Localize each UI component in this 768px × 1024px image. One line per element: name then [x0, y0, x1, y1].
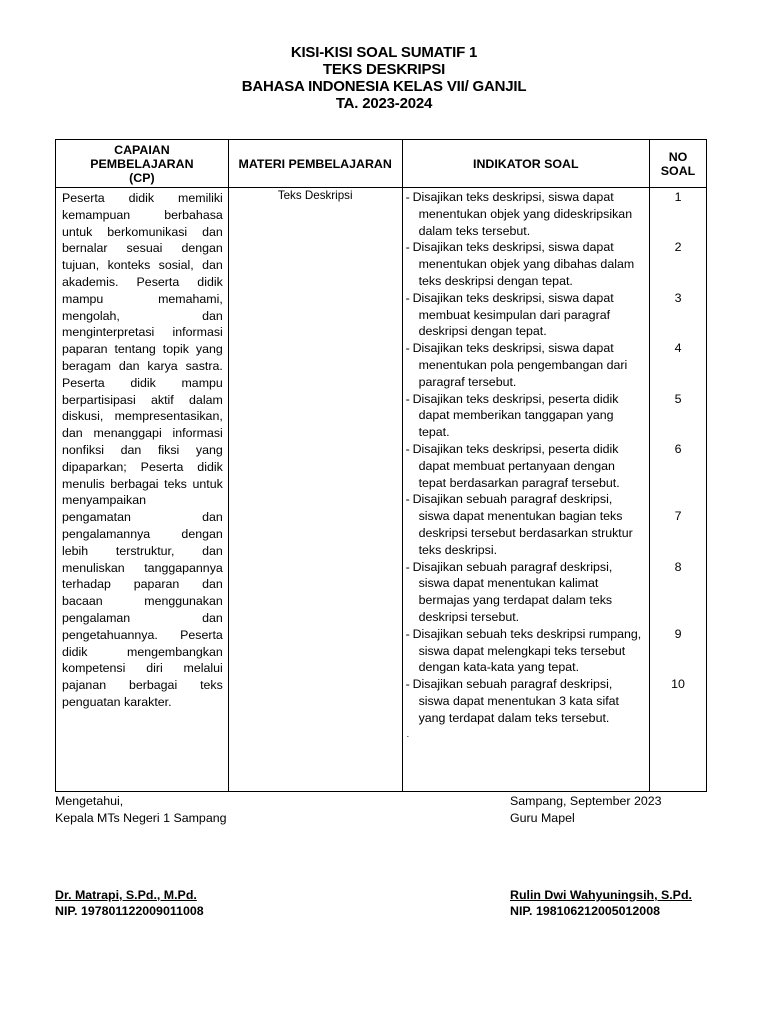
signature-left-line1: Mengetahui, — [55, 794, 124, 808]
cp-line: dan menanggapi informasi — [62, 426, 223, 441]
bullet-dash: - — [405, 559, 410, 574]
indikator-line: menentukan pola pengembangan dari — [418, 357, 628, 372]
cp-line: penguatan karakter. — [62, 694, 172, 709]
indikator-line: deskripsi dengan tepat. — [418, 324, 547, 339]
signature-right-name: Rulin Dwi Wahyuningsih, S.Pd. — [510, 887, 692, 902]
soal-number: 6 — [674, 441, 682, 456]
soal-number: 3 — [674, 290, 682, 305]
cp-line: berpartisipasi aktif dalam — [62, 392, 223, 407]
cp-line: untuk berkomunikasi dan — [62, 224, 223, 239]
indikator-item — [406, 239, 647, 289]
bullet-dash: - — [405, 190, 410, 204]
cp-line: pengetahuannya. Peserta — [62, 627, 223, 642]
bullet-dash: - — [405, 391, 410, 406]
indikator-line: teks deskripsi. — [418, 542, 498, 557]
indikator-line: Disajikan teks deskripsi, siswa dapat — [412, 240, 614, 255]
signature-right-line1: Sampang, September 2023 — [510, 794, 662, 808]
indikator-line: Disajikan sebuah paragraf deskripsi, — [412, 492, 613, 507]
indikator-item — [406, 559, 647, 626]
cp-line: terhadap paparan dan — [62, 577, 223, 592]
cp-line: menulis berbagai teks untuk — [62, 476, 223, 491]
cp-cell — [56, 188, 229, 792]
signature-right-line2: Guru Mapel — [510, 810, 575, 825]
trailing-dot: . — [406, 728, 410, 739]
indikator-line: dengan kata-kata yang tepat. — [418, 660, 580, 675]
cp-line: dipaparkan; Peserta didik — [62, 459, 223, 474]
cp-line: diskusi, mempresentasikan, — [62, 409, 223, 424]
cp-line: tujuan, konteks sosial, dan — [62, 258, 223, 273]
indikator-line: bermajas yang terdapat dalam teks — [418, 593, 613, 608]
soal-number: 7 — [674, 509, 682, 524]
cp-line: mampu memahami, — [62, 291, 223, 306]
soal-number: 1 — [674, 190, 682, 204]
cp-line: pengalaman dan — [62, 610, 223, 625]
indikator-line: teks deskripsi dengan tepat. — [418, 273, 573, 288]
bullet-dash: - — [405, 492, 410, 507]
cp-line: pajanan berbagai teks — [62, 678, 223, 693]
cp-line: akademis. Peserta didik — [62, 274, 223, 289]
cp-line: kompetensi diri melalui — [62, 661, 223, 676]
cp-line: menyampaikan — [62, 493, 147, 508]
indikator-line: deskripsi tersebut berdasarkan struktur — [418, 525, 633, 540]
signature-left-name: Dr. Matrapi, S.Pd., M.Pd. — [55, 887, 197, 902]
indikator-item — [406, 676, 647, 726]
title-line-2: TEKS DESKRIPSI — [322, 61, 446, 78]
kisi-kisi-table — [55, 139, 707, 792]
bullet-dash: - — [405, 441, 410, 456]
indikator-cell — [402, 188, 649, 792]
indikator-item — [406, 290, 647, 340]
title-line-4: TA. 2023-2024 — [335, 95, 433, 112]
title-line-3: BAHASA INDONESIA KELAS VII/ GANJIL — [241, 78, 527, 95]
indikator-line: Disajikan teks deskripsi, peserta didik — [412, 391, 619, 406]
signature-left-nip: NIP. 197801122009011008 — [55, 904, 204, 919]
cp-line: Peserta didik mampu — [62, 375, 223, 390]
soal-number: 8 — [674, 559, 682, 574]
cp-line: pengalamannya dengan — [62, 526, 223, 541]
materi-cell: Teks Deskripsi — [228, 188, 402, 792]
soal-number: 2 — [674, 240, 682, 255]
cp-line: menginterpretasi informasi — [62, 325, 223, 340]
indikator-line: menentukan objek yang dibahas dalam — [418, 257, 635, 272]
cp-line: paparan tentang topik yang — [62, 342, 223, 357]
indikator-line: menentukan objek yang dideskripsikan — [418, 206, 633, 221]
indikator-line: membuat kesimpulan dari paragraf — [418, 307, 611, 322]
cp-line: kemampuan berbahasa — [62, 207, 223, 222]
bullet-dash: - — [405, 341, 410, 356]
no-soal-cell — [650, 188, 707, 792]
indikator-line: Disajikan teks deskripsi, siswa dapat — [412, 290, 614, 305]
indikator-line: dapat memberikan tanggapan yang — [418, 408, 614, 423]
cp-line: lebih terstruktur, dan — [62, 543, 223, 558]
indikator-line: Disajikan sebuah paragraf deskripsi, — [412, 677, 613, 692]
indikator-line: Disajikan teks deskripsi, siswa dapat — [412, 190, 614, 204]
cp-line: menuliskan tanggapannya — [62, 560, 223, 575]
signature-right-nip: NIP. 198106212005012008 — [510, 904, 660, 919]
cp-line: pengamatan dan — [62, 510, 223, 525]
cp-line: nonfiksi dan fiksi yang — [62, 442, 223, 457]
signature-right — [510, 793, 692, 920]
document-title — [0, 44, 768, 112]
soal-number: 10 — [671, 677, 685, 692]
indikator-item — [406, 340, 647, 390]
indikator-line: Disajikan sebuah paragraf deskripsi, — [412, 559, 613, 574]
cp-line: beragam dan karya sastra. — [62, 358, 223, 373]
indikator-line: Disajikan teks deskripsi, siswa dapat — [412, 341, 614, 356]
bullet-dash: - — [405, 240, 410, 255]
signature-left — [55, 793, 227, 920]
bullet-dash: - — [405, 626, 410, 641]
bullet-dash: - — [405, 290, 410, 305]
indikator-line: siswa dapat menentukan 3 kata sifat — [418, 693, 619, 708]
indikator-item — [406, 391, 647, 441]
indikator-line: Disajikan sebuah teks deskripsi rumpang, — [412, 626, 642, 641]
indikator-line: paragraf tersebut. — [418, 374, 517, 389]
title-line-1: KISI-KISI SOAL SUMATIF 1 — [290, 44, 478, 61]
indikator-item — [406, 491, 647, 558]
indikator-line: tepat berdasarkan paragraf tersebut. — [418, 475, 620, 490]
soal-number: 5 — [674, 391, 682, 406]
cp-line: didik mengembangkan — [62, 644, 223, 659]
soal-number: 9 — [674, 626, 682, 641]
indikator-line: dapat membuat pertanyaan dengan — [418, 458, 615, 473]
indikator-line: tepat. — [418, 425, 450, 440]
header-materi: MATERI PEMBELAJARAN — [228, 140, 402, 188]
indikator-line: dalam teks tersebut. — [418, 223, 531, 238]
indikator-line: deskripsi tersebut. — [418, 609, 520, 624]
header-indikator: INDIKATOR SOAL — [402, 140, 649, 188]
indikator-line: siswa dapat menentukan bagian teks — [418, 509, 623, 524]
header-no-soal: NO SOAL — [650, 140, 707, 188]
table-row — [56, 188, 707, 792]
indikator-item — [406, 626, 647, 676]
indikator-item — [406, 189, 647, 239]
signature-left-line2: Kepala MTs Negeri 1 Sampang — [55, 810, 227, 825]
soal-number: 4 — [674, 341, 682, 356]
header-cp: CAPAIAN PEMBELAJARAN (CP) — [56, 140, 229, 188]
indikator-line: yang terdapat dalam teks tersebut. — [418, 710, 610, 725]
cp-line: bacaan menggunakan — [62, 594, 223, 609]
indikator-item — [406, 441, 647, 491]
indikator-line: Disajikan teks deskripsi, peserta didik — [412, 441, 619, 456]
bullet-dash: - — [405, 677, 410, 692]
cp-line: bernalar sesuai dengan — [62, 241, 223, 256]
indikator-line: siswa dapat melengkapi teks tersebut — [418, 643, 626, 658]
cp-line: mengolah, dan — [62, 308, 223, 323]
indikator-line: siswa dapat menentukan kalimat — [418, 576, 599, 591]
cp-line: Peserta didik memiliki — [62, 191, 223, 205]
table-header-row — [56, 140, 707, 188]
